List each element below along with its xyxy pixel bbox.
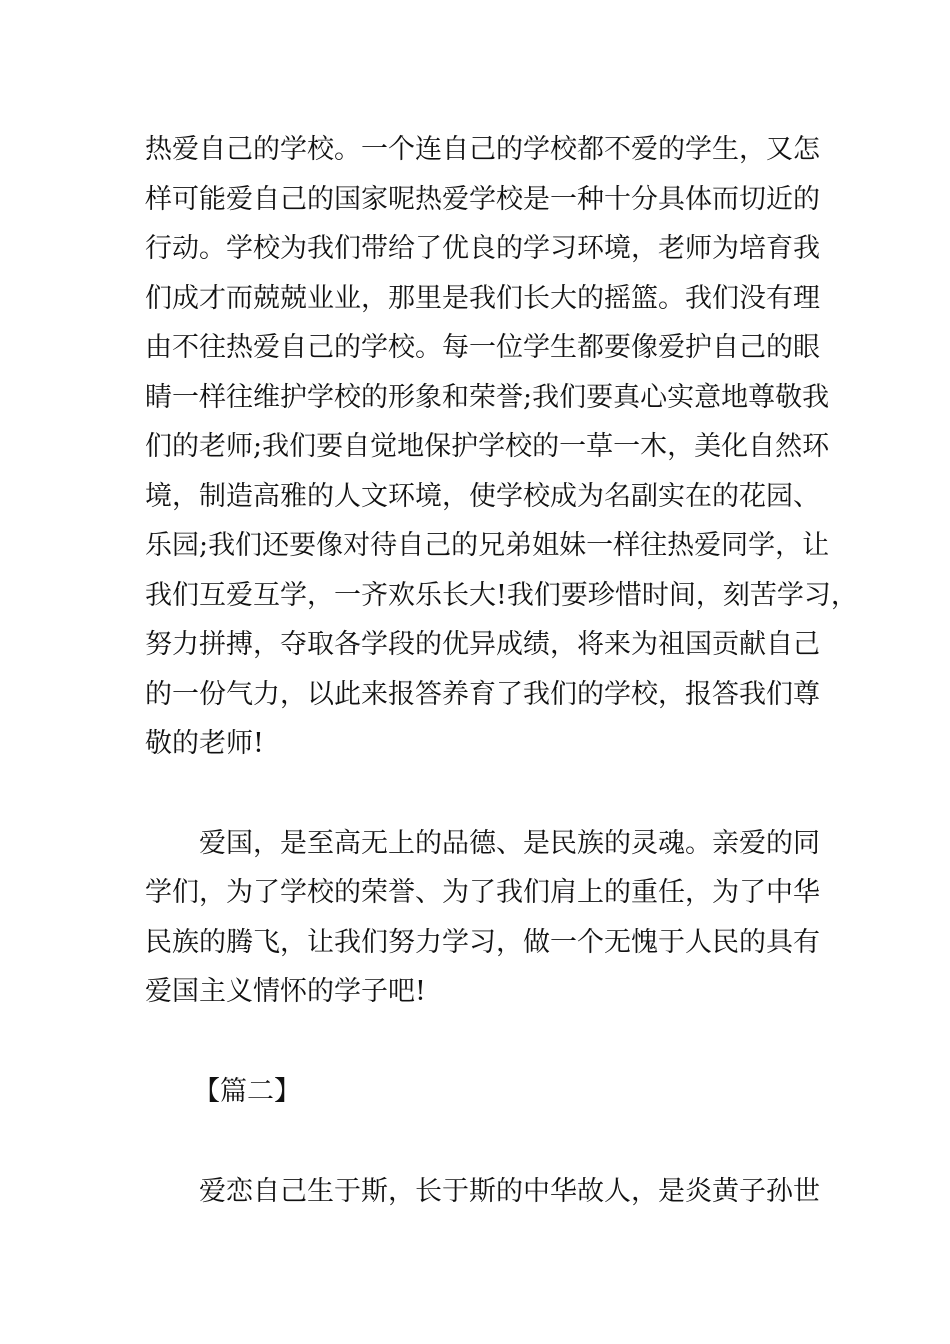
paragraph-2-line-2: 学们，为了学校的荣誉、为了我们肩上的重任，为了中华 [145,877,820,908]
section-heading: 【篇二】 [193,1076,301,1107]
paragraph-3-line-1: 爱恋自己生于斯，长于斯的中华故人，是炎黄子孙世 [199,1176,820,1207]
paragraph-1-line-6: 睛一样往维护学校的形象和荣誉;我们要真心实意地尊敬我 [145,382,830,413]
paragraph-2-line-4: 爱国主义情怀的学子吧! [145,976,426,1007]
paragraph-1-line-3: 行动。学校为我们带给了优良的学习环境，老师为培育我 [145,233,820,264]
paragraph-1-line-5: 由不往热爱自己的学校。每一位学生都要像爱护自己的眼 [145,332,820,363]
paragraph-1-line-8: 境，制造高雅的人文环境，使学校成为名副实在的花园、 [145,481,820,512]
paragraph-1-line-1: 热爱自己的学校。一个连自己的学校都不爱的学生，又怎 [145,134,820,165]
paragraph-1-line-4: 们成才而兢兢业业，那里是我们长大的摇篮。我们没有理 [145,283,820,314]
paragraph-1-line-13: 敬的老师! [145,728,264,759]
paragraph-1-line-12: 的一份气力，以此来报答养育了我们的学校，报答我们尊 [145,679,820,710]
paragraph-1-line-10: 我们互爱互学，一齐欢乐长大!我们要珍惜时间，刻苦学习， [145,580,858,611]
paragraph-1-line-2: 样可能爱自己的国家呢热爱学校是一种十分具体而切近的 [145,184,820,215]
paragraph-1-line-7: 们的老师;我们要自觉地保护学校的一草一木，美化自然环 [145,431,830,462]
paragraph-1-line-11: 努力拼搏，夺取各学段的优异成绩，将来为祖国贡献自己 [145,629,820,660]
paragraph-2-line-3: 民族的腾飞，让我们努力学习，做一个无愧于人民的具有 [145,927,820,958]
paragraph-1-line-9: 乐园;我们还要像对待自己的兄弟姐妹一样往热爱同学，让 [145,530,830,561]
paragraph-2-line-1: 爱国，是至高无上的品德、是民族的灵魂。亲爱的同 [199,828,820,859]
